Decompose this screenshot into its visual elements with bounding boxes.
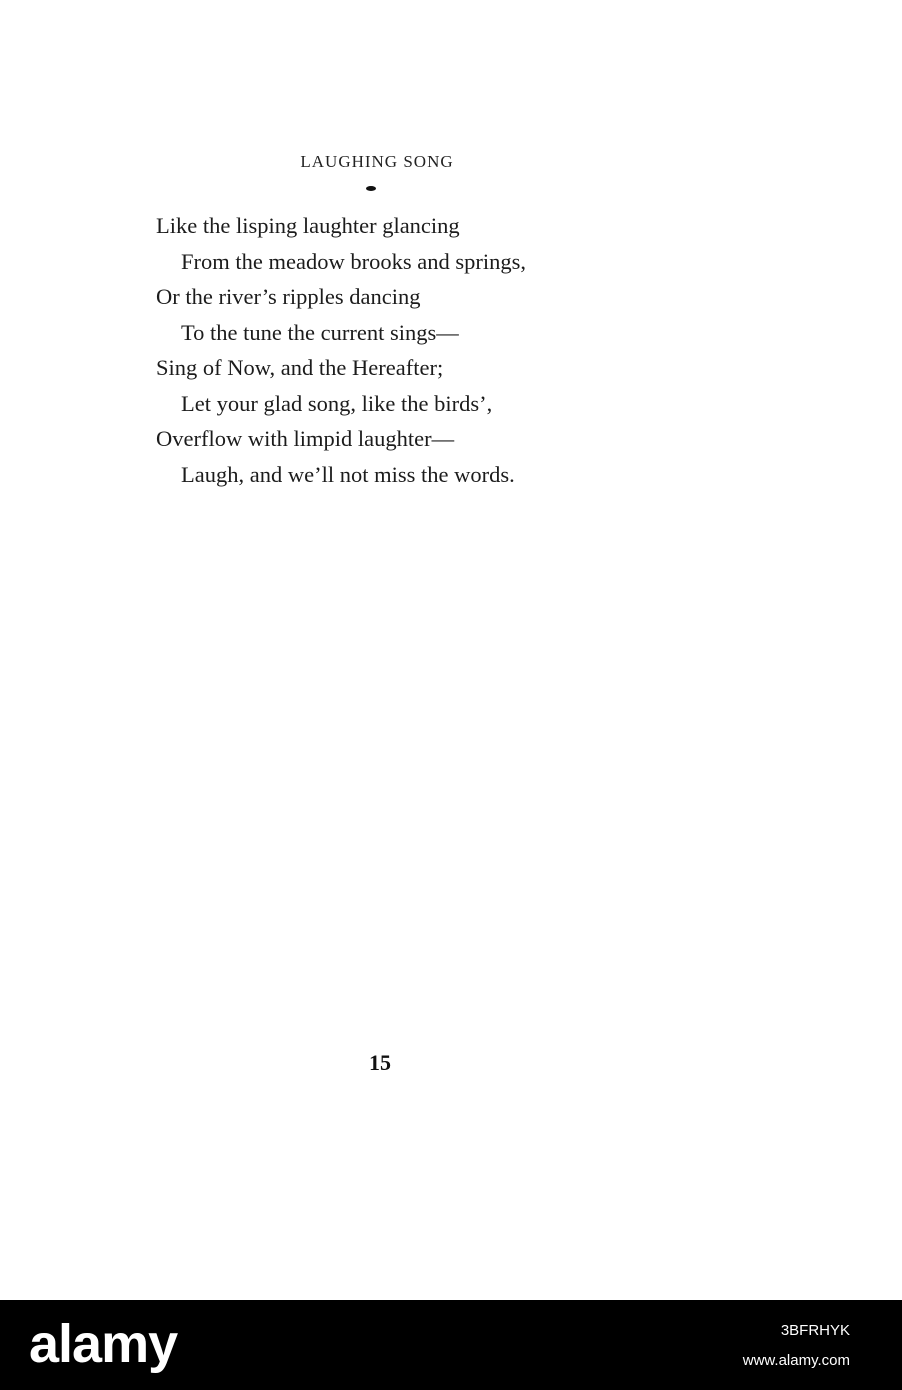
poem-line: Like the lisping laughter glancing (156, 213, 460, 238)
brand-logo: alamy (29, 1314, 178, 1374)
poem-line: Let your glad song, like the birds’, (181, 390, 493, 416)
ornament-icon (366, 186, 376, 191)
poem-line: To the tune the current sings— (181, 319, 459, 345)
poem-line: Overflow with limpid laughter— (156, 426, 455, 451)
poem-line: Or the river’s ripples dancing (156, 284, 421, 309)
poem-line: Laugh, and we’ll not miss the words. (181, 461, 515, 487)
poem-line: From the meadow brooks and springs, (181, 248, 526, 274)
poem-body (156, 208, 676, 492)
site-url: www.alamy.com (742, 1352, 850, 1369)
page-number: 15 (369, 1050, 391, 1075)
watermark-banner (0, 1300, 902, 1390)
poem-title: LAUGHING SONG (300, 152, 454, 171)
poem-line: Sing of Now, and the Hereafter; (156, 355, 444, 380)
image-id: 3BFRHYK (780, 1322, 850, 1339)
